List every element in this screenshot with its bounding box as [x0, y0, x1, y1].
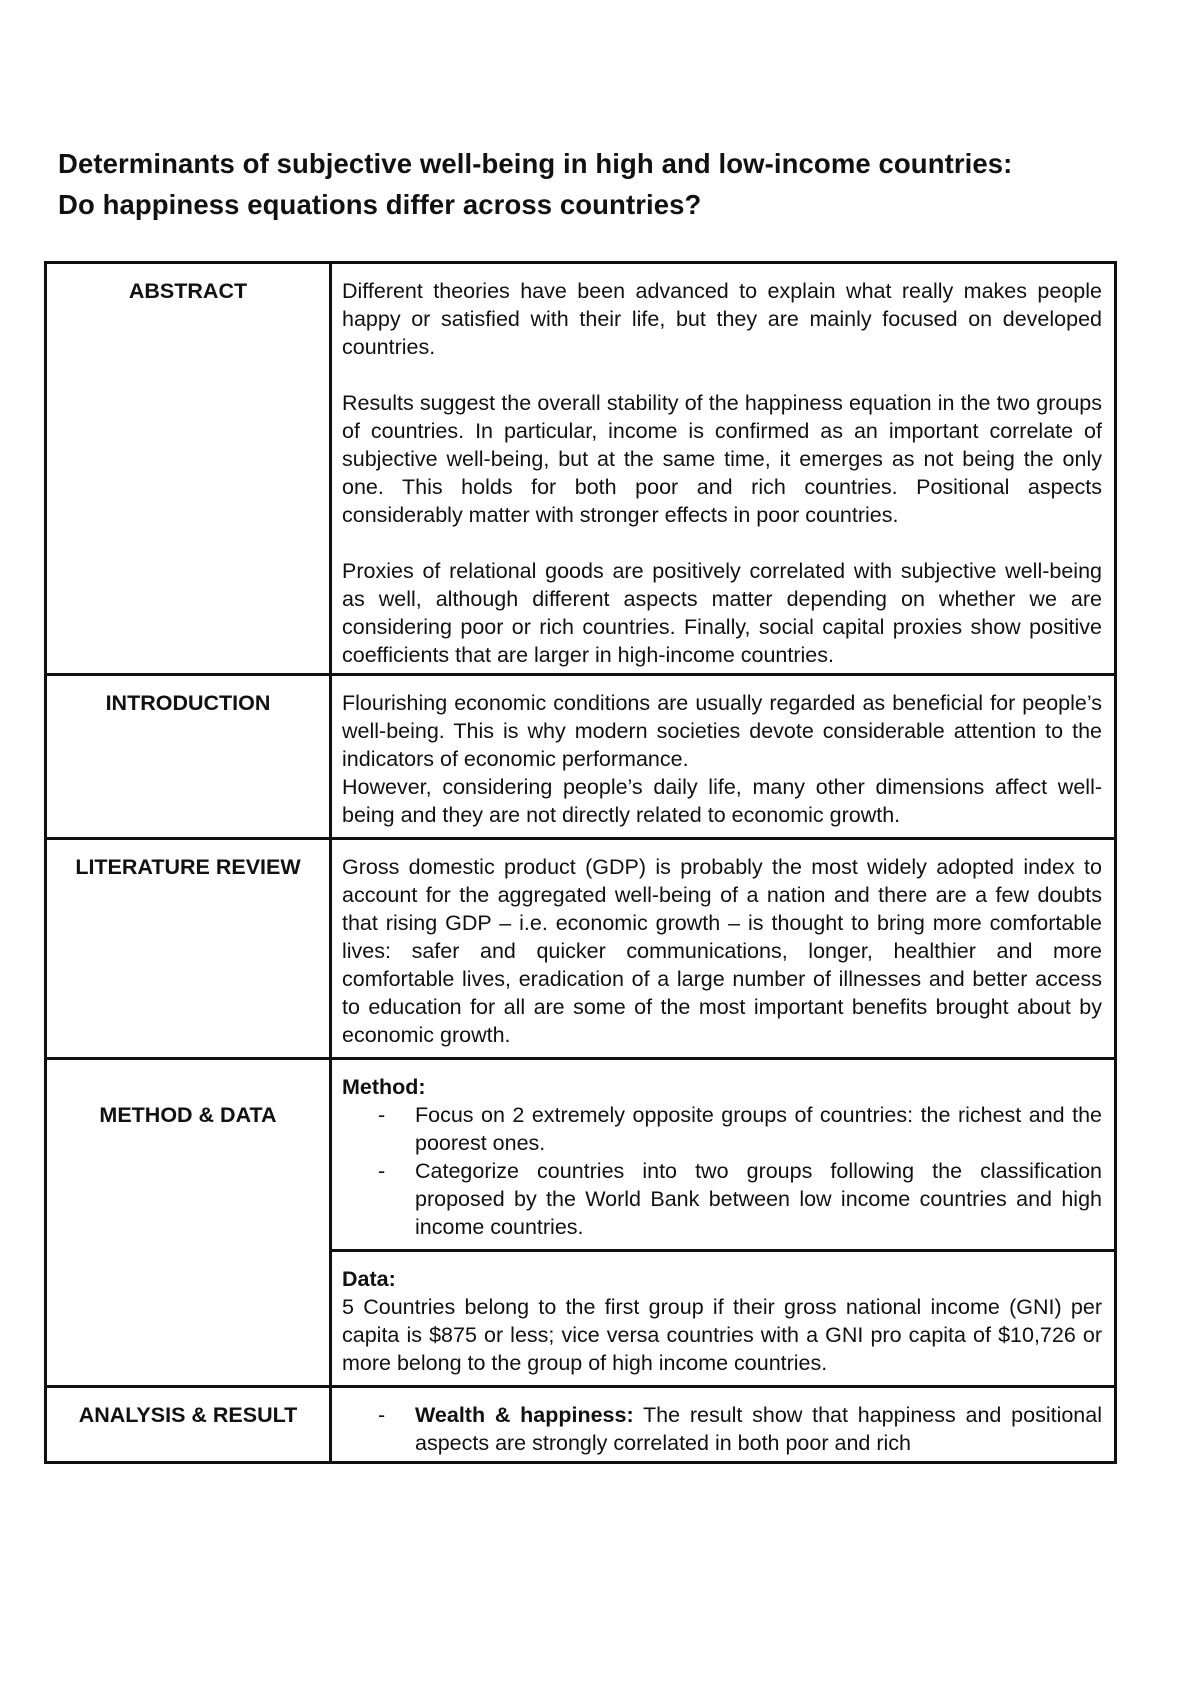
analysis-item-heading: Wealth & happiness: — [415, 1403, 634, 1427]
cell-introduction — [331, 675, 1116, 839]
row-introduction — [46, 675, 1116, 839]
abstract-paragraph-3: Proxies of relational goods are positively correlated with subjective well-being as well, although different aspects matter depending on whether we are considering poor or rich countries. Finally, social capital proxies show positive coefficients that are larger in high-income countries. — [342, 559, 1102, 667]
data-text: 5 Countries belong to the first group if their gross national income (GNI) per capita is $875 or less; vice versa countries with a GNI pro capita of $10,726 or more belong to the group of high income countries. — [342, 1295, 1102, 1375]
row-abstract — [46, 263, 1116, 675]
analysis-item-1 — [342, 1401, 1102, 1457]
analysis-item-text: The result show that happiness and positional aspects are strongly correlated in both poor and rich — [415, 1403, 1102, 1455]
label-introduction: INTRODUCTION — [46, 675, 331, 839]
introduction-paragraph-2: However, considering people’s daily life, many other dimensions affect well-being and they are not directly related to economic growth. — [342, 775, 1102, 827]
method-list — [342, 1101, 1102, 1241]
label-method-data: METHOD & DATA — [46, 1059, 331, 1387]
literature-review-paragraph: Gross domestic product (GDP) is probably the most widely adopted index to account for the aggregated well-being of a nation and there are a few doubts that rising GDP – i.e. economic growth – is thought to bring more comfortable lives: safer and quicker communications, longer, healthier and more comfortable lives, eradication of a large number of illnesses and better access to education for all are some of the most important benefits brought about by economic growth. — [342, 855, 1102, 1047]
title-line-2: Do happiness equations differ across countries? — [58, 189, 702, 220]
label-literature-review: LITERATURE REVIEW — [46, 839, 331, 1059]
abstract-paragraph-1: Different theories have been advanced to explain what really makes people happy or satisfied with their life, but they are mainly focused on developed countries. — [342, 279, 1102, 359]
cell-method — [331, 1059, 1116, 1251]
cell-abstract — [331, 263, 1116, 675]
cell-analysis-result — [331, 1387, 1116, 1463]
bullet-dash: - — [378, 1103, 386, 1127]
method-item-1 — [342, 1101, 1102, 1157]
method-item-2 — [342, 1157, 1102, 1241]
summary-table — [44, 261, 1117, 1464]
row-analysis-result — [46, 1387, 1116, 1463]
abstract-paragraph-2: Results suggest the overall stability of the happiness equation in the two groups of countries. In particular, income is confirmed as an important correlate of subjective well-being, but at the same time, it emerges as not being the only one. This holds for both poor and rich countries. Positional aspects considerably matter with stronger effects in poor countries. — [342, 391, 1102, 527]
method-item-1-text: Focus on 2 extremely opposite groups of countries: the richest and the poorest ones. — [415, 1103, 1102, 1155]
row-method — [46, 1059, 1116, 1251]
label-abstract: ABSTRACT — [46, 263, 331, 675]
label-analysis-result: ANALYSIS & RESULT — [46, 1387, 331, 1463]
cell-data — [331, 1251, 1116, 1387]
bullet-dash: - — [378, 1403, 386, 1427]
introduction-paragraph-1: Flourishing economic conditions are usually regarded as beneficial for people’s well-being. This is why modern societies devote considerable attention to the indicators of economic performance. — [342, 691, 1102, 771]
row-literature-review — [46, 839, 1116, 1059]
data-heading: Data: — [342, 1267, 396, 1291]
bullet-dash: - — [378, 1159, 386, 1183]
method-heading: Method: — [342, 1075, 426, 1099]
document-title — [58, 143, 1158, 225]
analysis-list — [342, 1401, 1102, 1457]
method-item-2-text: Categorize countries into two groups following the classification proposed by the World Bank between low income countries and high income countries. — [415, 1159, 1102, 1239]
cell-literature-review — [331, 839, 1116, 1059]
title-line-1: Determinants of subjective well-being in high and low-income countries: — [58, 148, 1013, 179]
